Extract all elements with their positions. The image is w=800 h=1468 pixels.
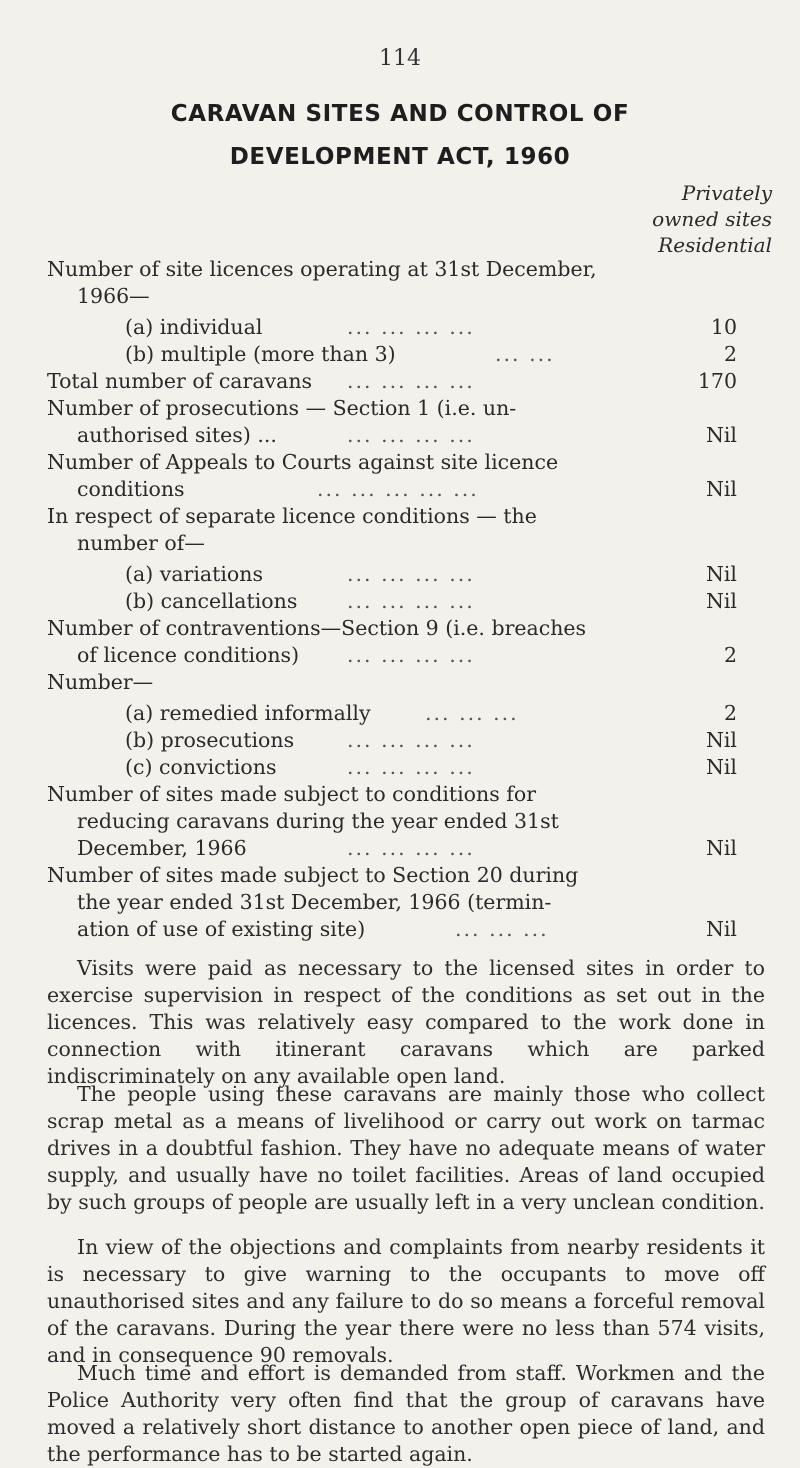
table-row	[47, 916, 737, 943]
row-label: ation of use of existing site)	[77, 917, 366, 941]
leader-dots: ... ... ... ...	[347, 369, 475, 393]
row-label: (b) cancellations	[125, 589, 298, 613]
paragraph-visits: Visits were paid as necessary to the licensed sites in order to exercise supervision in respect of the conditions as set out in the licences. This was relatively easy compared to the work done in connection with itinerant caravans which are parked indiscriminately on any available open land.	[47, 956, 765, 1088]
row-label: Number of prosecutions — Section 1 (i.e. un-	[47, 396, 517, 420]
row-value: 170	[697, 369, 737, 393]
table-row	[47, 561, 737, 588]
row-value: Nil	[705, 728, 737, 752]
table-row	[47, 368, 737, 395]
leader-dots: ... ... ... ...	[347, 728, 475, 752]
row-label: of licence conditions)	[77, 643, 300, 667]
table-row	[47, 422, 737, 449]
leader-dots: ... ... ... ...	[347, 589, 475, 613]
table-row	[47, 781, 737, 808]
page-title-line-2: DEVELOPMENT ACT, 1960	[229, 144, 571, 170]
row-value: Nil	[705, 477, 737, 501]
row-label: the year ended 31st December, 1966 (termin-	[77, 890, 552, 914]
row-label: reducing caravans during the year ended 31st	[77, 809, 559, 833]
row-label: In respect of separate licence conditions — the	[47, 504, 537, 528]
table-row	[47, 341, 737, 368]
table-row	[47, 449, 737, 476]
page-number: 114	[379, 46, 421, 71]
row-label: Number—	[47, 670, 154, 694]
row-label: number of—	[77, 531, 205, 555]
row-label: (b) multiple (more than 3)	[125, 342, 396, 366]
table-row	[47, 588, 737, 615]
leader-dots: ... ... ... ...	[347, 315, 475, 339]
leader-dots: ... ... ... ...	[347, 562, 475, 586]
row-value: Nil	[705, 423, 737, 447]
row-value: Nil	[705, 836, 737, 860]
row-value: 2	[723, 701, 737, 725]
table-row	[47, 669, 737, 696]
row-label: (a) individual	[125, 315, 263, 339]
table-row	[47, 314, 737, 341]
row-label: Number of Appeals to Courts against site licence	[47, 450, 559, 474]
row-value: 2	[723, 342, 737, 366]
row-value: Nil	[705, 562, 737, 586]
row-value: 2	[723, 643, 737, 667]
paragraph-staff: Much time and effort is demanded from staff. Workmen and the Police Authority very often find that the group of caravans have moved a relatively short distance to another open piece of land, and the performance has to be started again.	[47, 1361, 765, 1466]
table-row	[47, 835, 737, 862]
table-row	[47, 503, 737, 530]
leader-dots: ... ... ... ...	[347, 643, 475, 667]
column-header-line-2: owned sites	[652, 207, 772, 231]
leader-dots: ... ...	[495, 342, 555, 366]
leader-dots: ... ... ... ...	[347, 423, 475, 447]
row-label: authorised sites) ...	[77, 423, 277, 447]
row-label: (c) convictions	[125, 755, 277, 779]
table-row	[47, 754, 737, 781]
row-label: (a) variations	[125, 562, 263, 586]
column-header-line-3: Residential	[658, 233, 772, 257]
paragraph-people: The people using these caravans are mainly those who collect scrap metal as a means of livelihood or carry out work on tarmac drives in a doubtful fashion. They have no adequate means of water supply, and usually have no toilet facilities. Areas of land occupied by such groups of people are usually left in a very unclean condition.	[47, 1082, 765, 1214]
table-row	[47, 395, 737, 422]
leader-dots: ... ... ...	[425, 701, 519, 725]
table-row	[47, 642, 737, 669]
table-row	[47, 530, 737, 557]
leader-dots: ... ... ... ...	[347, 836, 475, 860]
row-label: Number of contraventions—Section 9 (i.e. breaches	[47, 616, 587, 640]
row-label: Number of sites made subject to conditions for	[47, 782, 536, 806]
row-value: Nil	[705, 917, 737, 941]
paragraph-objections: In view of the objections and complaints from nearby residents it is necessary to give warning to the occupants to move off unauthorised sites and any failure to do so means a forceful removal of the caravans. During the year there were no less than 574 visits, and in consequence 90 removals.	[47, 1235, 765, 1367]
table-row	[47, 727, 737, 754]
row-value: Nil	[705, 589, 737, 613]
leader-dots: ... ... ...	[455, 917, 549, 941]
table-row	[47, 862, 737, 889]
table-row	[47, 256, 737, 283]
row-label: (b) prosecutions	[125, 728, 295, 752]
table-row	[47, 889, 737, 916]
leader-dots: ... ... ... ... ...	[317, 477, 479, 501]
row-label: conditions	[77, 477, 185, 501]
page-title-line-1: CARAVAN SITES AND CONTROL OF	[170, 101, 630, 127]
table-row	[47, 615, 737, 642]
table-row	[47, 700, 737, 727]
row-label: 1966—	[77, 284, 150, 308]
row-label: (a) remedied informally	[125, 701, 371, 725]
row-label: Number of sites made subject to Section 20 during	[47, 863, 579, 887]
row-value: Nil	[705, 755, 737, 779]
table-row	[47, 476, 737, 503]
leader-dots: ... ... ... ...	[347, 755, 475, 779]
row-label: Number of site licences operating at 31st December,	[47, 257, 597, 281]
row-label: Total number of caravans	[47, 369, 313, 393]
row-label: December, 1966	[77, 836, 247, 860]
row-value: 10	[710, 315, 737, 339]
column-header-line-1: Privately	[681, 181, 772, 205]
table-row	[47, 283, 737, 310]
table-row	[47, 808, 737, 835]
